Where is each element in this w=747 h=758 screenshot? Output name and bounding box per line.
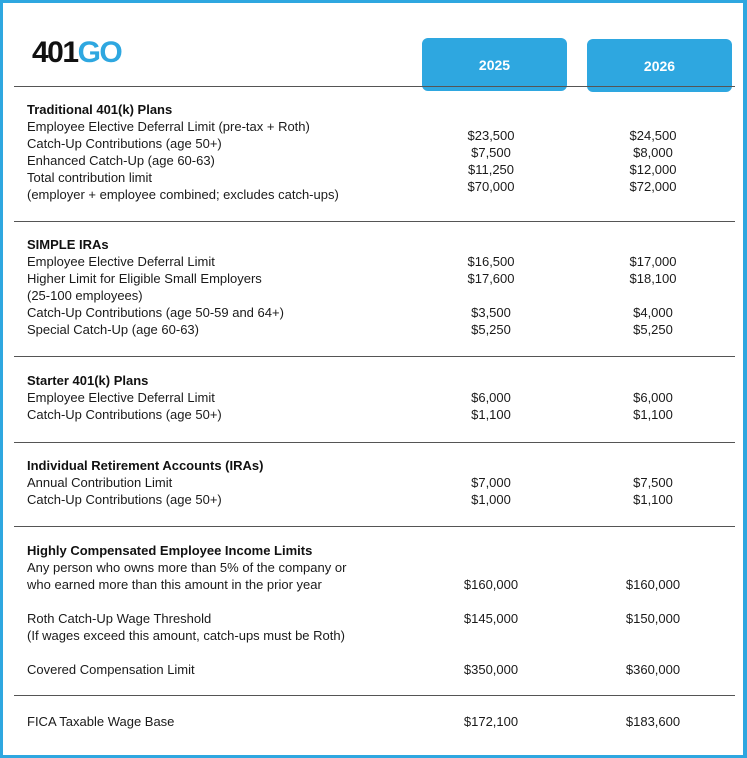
row-label: Enhanced Catch-Up (age 60-63)	[27, 153, 215, 168]
value-2026: $360,000	[625, 662, 681, 677]
value-2026: $1,100	[633, 492, 673, 507]
row-label: Catch-Up Contributions (age 50+)	[27, 492, 222, 507]
value-2025: $172,100	[463, 714, 519, 729]
value-2026: $18,100	[629, 271, 677, 286]
divider	[14, 695, 735, 696]
value-2025: $160,000	[463, 577, 519, 592]
row-label: Employee Elective Deferral Limit	[27, 254, 215, 269]
divider	[14, 221, 735, 222]
logo-401go	[32, 38, 121, 68]
row-label: Covered Compensation Limit	[27, 662, 195, 677]
row-label: Roth Catch-Up Wage Threshold	[27, 611, 212, 626]
value-2025: $7,500	[471, 145, 511, 160]
value-2026: $6,000	[633, 390, 673, 405]
value-2025: $70,000	[467, 179, 515, 194]
section-title: Starter 401(k) Plans	[27, 373, 149, 388]
value-2026: $24,500	[629, 128, 677, 143]
value-2026: $7,500	[633, 475, 673, 490]
value-2026: $160,000	[625, 577, 681, 592]
divider	[14, 86, 735, 87]
year-header-2026[interactable]: 2026	[587, 39, 732, 92]
value-2026: $72,000	[629, 179, 677, 194]
row-label: Catch-Up Contributions (age 50+)	[27, 407, 222, 422]
value-2025: $6,000	[471, 390, 511, 405]
logo-text-dark: 401	[32, 36, 78, 69]
row-label: FICA Taxable Wage Base	[27, 714, 175, 729]
value-2026: $5,250	[633, 322, 673, 337]
logo-text-blue: GO	[77, 36, 122, 69]
row-label: Any person who owns more than 5% of the company or	[27, 560, 347, 575]
value-2025: $1,000	[471, 492, 511, 507]
value-2025: $1,100	[471, 407, 511, 422]
row-label: Total contribution limit	[27, 170, 152, 185]
row-label: (If wages exceed this amount, catch-ups must be Roth)	[27, 628, 345, 643]
value-2026: $17,000	[629, 254, 677, 269]
section-title: SIMPLE IRAs	[27, 237, 109, 252]
value-2026: $150,000	[625, 611, 681, 626]
row-label: who earned more than this amount in the prior year	[27, 577, 322, 592]
value-2026: $4,000	[633, 305, 673, 320]
row-label: Catch-Up Contributions (age 50+)	[27, 136, 222, 151]
row-label: (25-100 employees)	[27, 288, 143, 303]
row-label: (employer + employee combined; excludes catch-ups)	[27, 187, 339, 202]
value-2025: $7,000	[471, 475, 511, 490]
value-2025: $5,250	[471, 322, 511, 337]
year-header-2025[interactable]: 2025	[422, 38, 567, 91]
section-title: Traditional 401(k) Plans	[27, 102, 173, 117]
row-label: Higher Limit for Eligible Small Employers	[27, 271, 262, 286]
divider	[14, 356, 735, 357]
value-2025: $145,000	[463, 611, 519, 626]
value-2026: $8,000	[633, 145, 673, 160]
value-2025: $16,500	[467, 254, 515, 269]
value-2025: $3,500	[471, 305, 511, 320]
value-2025: $17,600	[467, 271, 515, 286]
value-2025: $350,000	[463, 662, 519, 677]
value-2025: $11,250	[467, 162, 515, 177]
row-label: Special Catch-Up (age 60-63)	[27, 322, 199, 337]
row-label: Employee Elective Deferral Limit	[27, 390, 215, 405]
row-label: Annual Contribution Limit	[27, 475, 173, 490]
row-label: Employee Elective Deferral Limit (pre-tax + Roth)	[27, 119, 310, 134]
value-2026: $183,600	[625, 714, 681, 729]
divider	[14, 442, 735, 443]
section-title: Individual Retirement Accounts (IRAs)	[27, 458, 264, 473]
value-2025: $23,500	[467, 128, 515, 143]
row-label: Catch-Up Contributions (age 50-59 and 64+)	[27, 305, 284, 320]
section-title: Highly Compensated Employee Income Limits	[27, 543, 313, 558]
divider	[14, 526, 735, 527]
value-2026: $12,000	[629, 162, 677, 177]
value-2026: $1,100	[633, 407, 673, 422]
